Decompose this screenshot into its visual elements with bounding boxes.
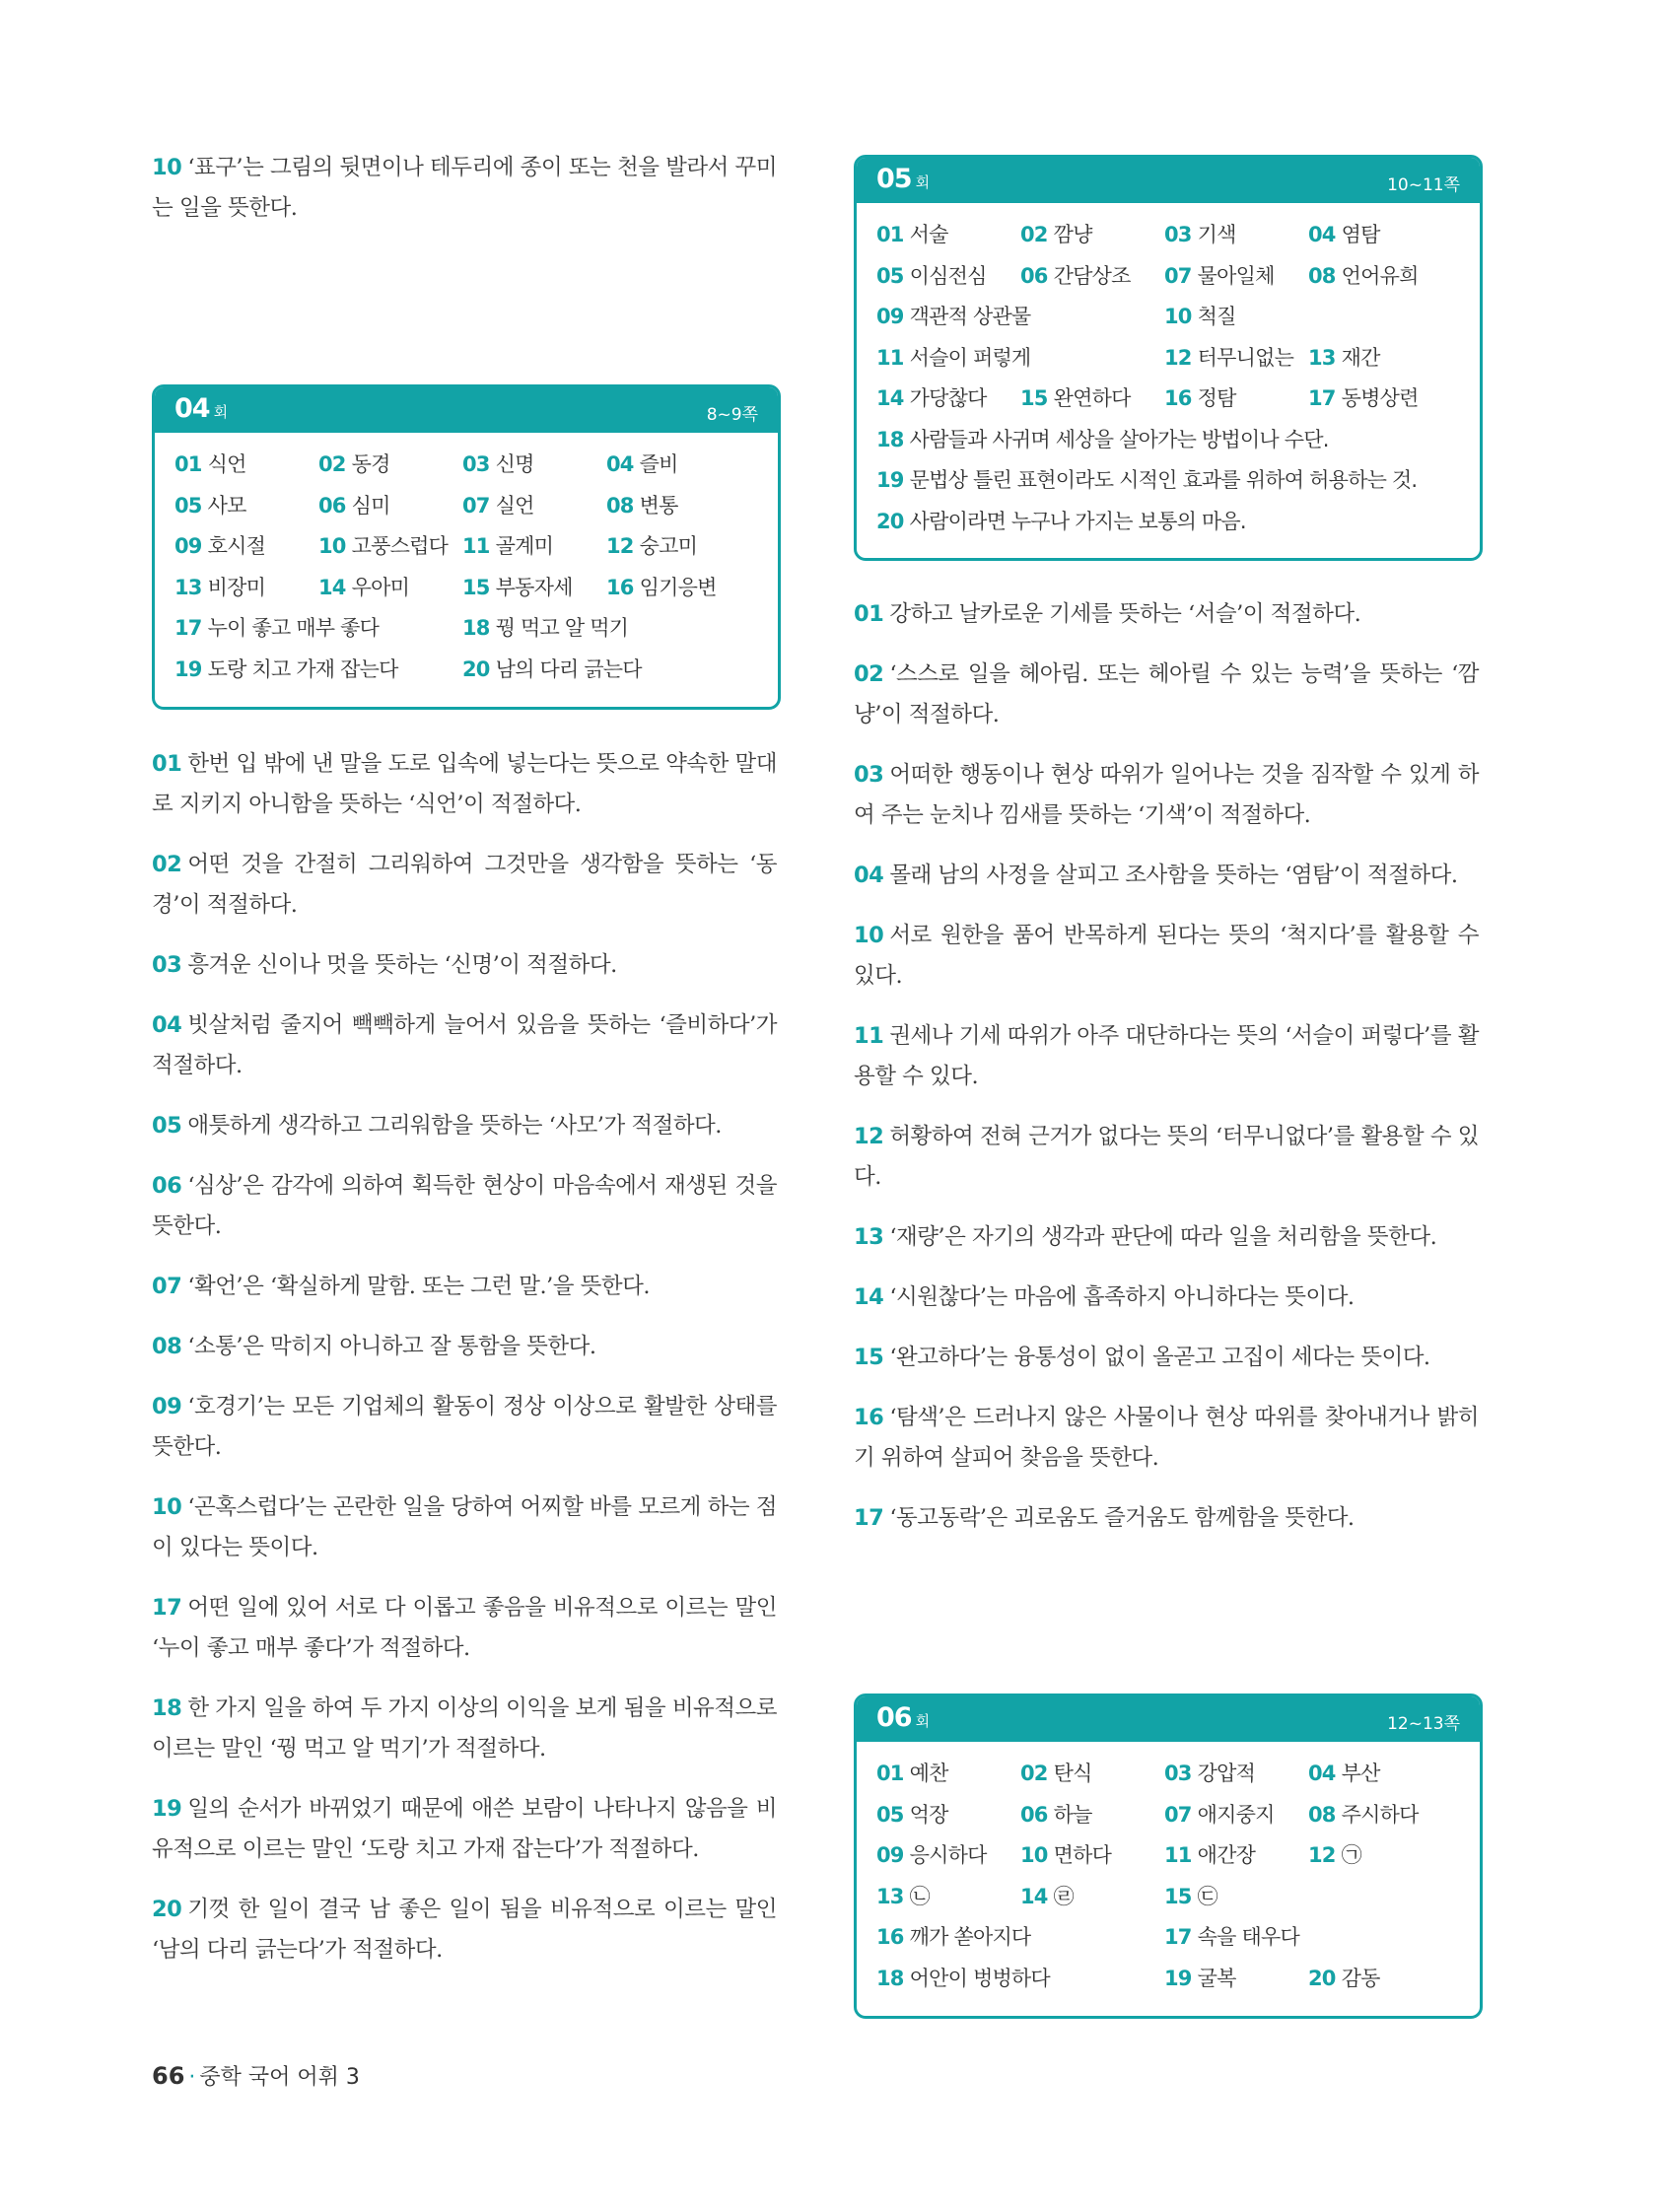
answer-item: 05 사모 [174,493,246,518]
answer-item: 05 이심전심 [876,263,987,288]
answer-item: 08 변통 [606,493,678,518]
answer-item: 01 예찬 [876,1762,948,1785]
box-page-range: 12~13쪽 [1387,1714,1460,1734]
answer-item: 02 탄식 [1020,1762,1092,1785]
explanation-item: 10 서로 원한을 품어 반목하게 된다는 뜻의 ‘척지다’를 활용할 수 있다. [854,923,1479,989]
explanation-item: 02 어떤 것을 간절히 그리워하여 그것만을 생각함을 뜻하는 ‘동경’이 적절하다. [152,852,777,918]
explanation-item: 20 기껏 한 일이 결국 남 좋은 일이 됨을 비유적으로 이르는 말인 ‘남의 다리 긁는다’가 적절하다. [152,1897,777,1963]
answer-item: 07 애지중지 [1164,1802,1275,1827]
explanation-item: 03 흥겨운 신이나 멋을 뜻하는 ‘신명’이 적절하다. [152,952,617,978]
explanation-item: 02 ‘스스로 일을 헤아림. 또는 헤아릴 수 있는 능력’을 뜻하는 ‘깜냥’이 적절하다. [854,661,1479,727]
page-number: 66 [152,2062,185,2090]
answer-item: 13 재간 [1308,345,1380,370]
answer-item: 01 식언 [174,452,246,476]
answer-item: 07 실언 [462,493,534,518]
answer-item: 20 사람이라면 누구나 가지는 보통의 마음. [876,509,1246,533]
answer-item: 01 서술 [876,223,948,246]
explanation-item: 01 강하고 날카로운 기세를 뜻하는 ‘서슬’이 적절하다. [854,601,1361,627]
explanation-item: 07 ‘확언’은 ‘확실하게 말함. 또는 그런 말.’을 뜻한다. [152,1274,651,1299]
answer-item: 06 간담상조 [1020,263,1131,288]
answer-grid [857,203,1480,542]
answer-item: 12 ㉠ [1308,1843,1361,1867]
explanation-item: 18 한 가지 일을 하여 두 가지 이상의 이익을 보게 됨을 비유적으로 이르는 말인 ‘꿩 먹고 알 먹기’가 적절하다. [152,1695,777,1762]
explanation-item: 17 ‘동고동락’은 괴로움도 즐거움도 함께함을 뜻한다. [854,1505,1355,1531]
box-title: 06 회 [876,1702,930,1733]
explanation-item: 12 허황하여 전혀 근거가 없다는 뜻의 ‘터무니없다’를 활용할 수 있다. [854,1124,1479,1190]
answer-item: 02 깜냥 [1020,223,1092,246]
box-title: 05 회 [876,164,930,194]
answer-item: 18 사람들과 사귀며 세상을 살아가는 방법이나 수단. [876,427,1329,451]
answer-item: 02 동경 [318,452,390,476]
answer-item: 06 하늘 [1020,1802,1092,1827]
book-title: 중학 국어 어휘 3 [199,2065,360,2090]
answer-item: 20 감동 [1308,1966,1380,1990]
answer-item: 19 굴복 [1164,1966,1236,1990]
answer-item: 08 주시하다 [1308,1802,1419,1827]
answer-item: 15 ㉢ [1164,1884,1217,1908]
answer-item: 06 심미 [318,493,390,518]
answer-item: 12 터무니없는 [1164,345,1294,370]
answer-item: 11 서슬이 퍼렇게 [876,345,1031,370]
explanation-item: 15 ‘완고하다’는 융통성이 없이 올곧고 고집이 세다는 뜻이다. [854,1345,1430,1370]
answer-box-header [857,158,1480,203]
answer-item: 15 완연하다 [1020,386,1131,410]
answer-item: 11 골계미 [462,534,554,558]
box-page-range: 8~9쪽 [706,405,758,425]
answer-item: 09 호시절 [174,534,266,558]
answer-box-04 [152,384,781,710]
box-title: 04 회 [174,393,228,424]
explanation-item: 19 일의 순서가 바뀌었기 때문에 애쓴 보람이 나타나지 않음을 비유적으로 이르는 말인 ‘도랑 치고 가재 잡는다’가 적절하다. [152,1796,777,1862]
explanation-item: 16 ‘탐색’은 드러나지 않은 사물이나 현상 따위를 찾아내거나 밝히기 위하여 살피어 찾음을 뜻한다. [854,1405,1479,1471]
answer-grid [155,433,778,690]
explanation-item: 10 ‘곤혹스럽다’는 곤란한 일을 당하여 어찌할 바를 모르게 하는 점이 있다는 뜻이다. [152,1494,777,1560]
answer-item: 16 깨가 쏟아지다 [876,1925,1031,1949]
answer-item: 15 부동자세 [462,575,573,599]
answer-item: 18 꿩 먹고 알 먹기 [462,616,629,640]
answer-item: 13 ㉡ [876,1884,930,1908]
answer-item: 04 부산 [1308,1762,1380,1785]
answer-item: 09 객관적 상관물 [876,305,1031,328]
explanation-item: 17 어떤 일에 있어 서로 다 이롭고 좋음을 비유적으로 이르는 말인 ‘누이 좋고 매부 좋다’가 적절하다. [152,1595,777,1661]
answer-item: 20 남의 다리 긁는다 [462,657,642,681]
answer-item: 17 동병상련 [1308,386,1419,410]
answer-item: 03 강압적 [1164,1762,1256,1785]
answer-item: 19 문법상 틀린 표현이라도 시적인 효과를 위하여 허용하는 것. [876,468,1418,492]
explanation-item: 01 한번 입 밖에 낸 말을 도로 입속에 넣는다는 뜻으로 약속한 말대로 지키지 아니함을 뜻하는 ‘식언’이 적절하다. [152,751,777,817]
answer-box-06 [854,1694,1483,2019]
answer-item: 05 억장 [876,1802,948,1827]
explanation-item: 13 ‘재량’은 자기의 생각과 판단에 따라 일을 처리함을 뜻한다. [854,1224,1437,1250]
explanation-item: 03 어떠한 행동이나 현상 따위가 일어나는 것을 짐작할 수 있게 하여 주는 눈치나 낌새를 뜻하는 ‘기색’이 적절하다. [854,762,1479,828]
answer-box-05 [854,155,1483,561]
answer-item: 17 속을 태우다 [1164,1925,1299,1949]
answer-item: 04 염탐 [1308,223,1380,246]
answer-box-header [857,1696,1480,1742]
explanation-item: 14 ‘시원찮다’는 마음에 흡족하지 아니하다는 뜻이다. [854,1284,1355,1310]
explanation-item [152,148,777,229]
answer-box-header [155,387,778,433]
answer-item: 17 누이 좋고 매부 좋다 [174,616,380,640]
item-number: 10 [152,155,182,180]
answer-item: 10 척질 [1164,305,1236,328]
answer-item: 11 애간장 [1164,1843,1256,1867]
explanation-item: 08 ‘소통’은 막히지 아니하고 잘 통함을 뜻한다. [152,1334,596,1359]
left-explanations [152,744,777,1990]
answer-item: 16 정탐 [1164,386,1236,410]
answer-item: 16 임기응변 [606,575,717,599]
answer-item: 07 물아일체 [1164,263,1275,288]
answer-item: 09 응시하다 [876,1843,987,1867]
explanation-item: 04 몰래 남의 사정을 살피고 조사함을 뜻하는 ‘염탐’이 적절하다. [854,863,1458,888]
explanation-item: 05 애틋하게 생각하고 그리워함을 뜻하는 ‘사모’가 적절하다. [152,1113,722,1139]
explanation-item: 06 ‘심상’은 감각에 의하여 획득한 현상이 마음속에서 재생된 것을 뜻한다. [152,1173,777,1239]
answer-grid [857,1742,1480,1999]
answer-item: 10 면하다 [1020,1843,1112,1867]
answer-item: 03 기색 [1164,223,1236,246]
answer-item: 19 도랑 치고 가재 잡는다 [174,657,398,681]
left-top-explanations [152,148,777,248]
right-explanations [854,594,1479,1558]
explanation-item: 11 권세나 기세 따위가 아주 대단하다는 뜻의 ‘서슬이 퍼렇다’를 활용할 수 있다. [854,1023,1479,1089]
box-page-range: 10~11쪽 [1387,175,1460,195]
explanation-item: 04 빗살처럼 줄지어 빽빽하게 늘어서 있음을 뜻하는 ‘즐비하다’가 적절하다. [152,1012,777,1078]
answer-item: 04 즐비 [606,452,678,476]
answer-item: 12 숭고미 [606,534,698,558]
answer-item: 08 언어유희 [1308,263,1419,288]
answer-item: 10 고풍스럽다 [318,534,449,558]
answer-item: 13 비장미 [174,575,266,599]
answer-item: 18 어안이 벙벙하다 [876,1966,1050,1990]
answer-item: 14 가당찮다 [876,386,987,410]
page-footer [152,2060,360,2091]
footer-separator: · [188,2065,196,2090]
explanation-item: 09 ‘호경기’는 모든 기업체의 활동이 정상 이상으로 활발한 상태를 뜻한다. [152,1394,777,1460]
answer-item: 03 신명 [462,452,534,476]
answer-item: 14 우아미 [318,575,410,599]
answer-item: 14 ㉣ [1020,1884,1074,1908]
item-text: ‘표구’는 그림의 뒷면이나 테두리에 종이 또는 천을 발라서 꾸미는 일을 뜻한다. [152,155,777,221]
